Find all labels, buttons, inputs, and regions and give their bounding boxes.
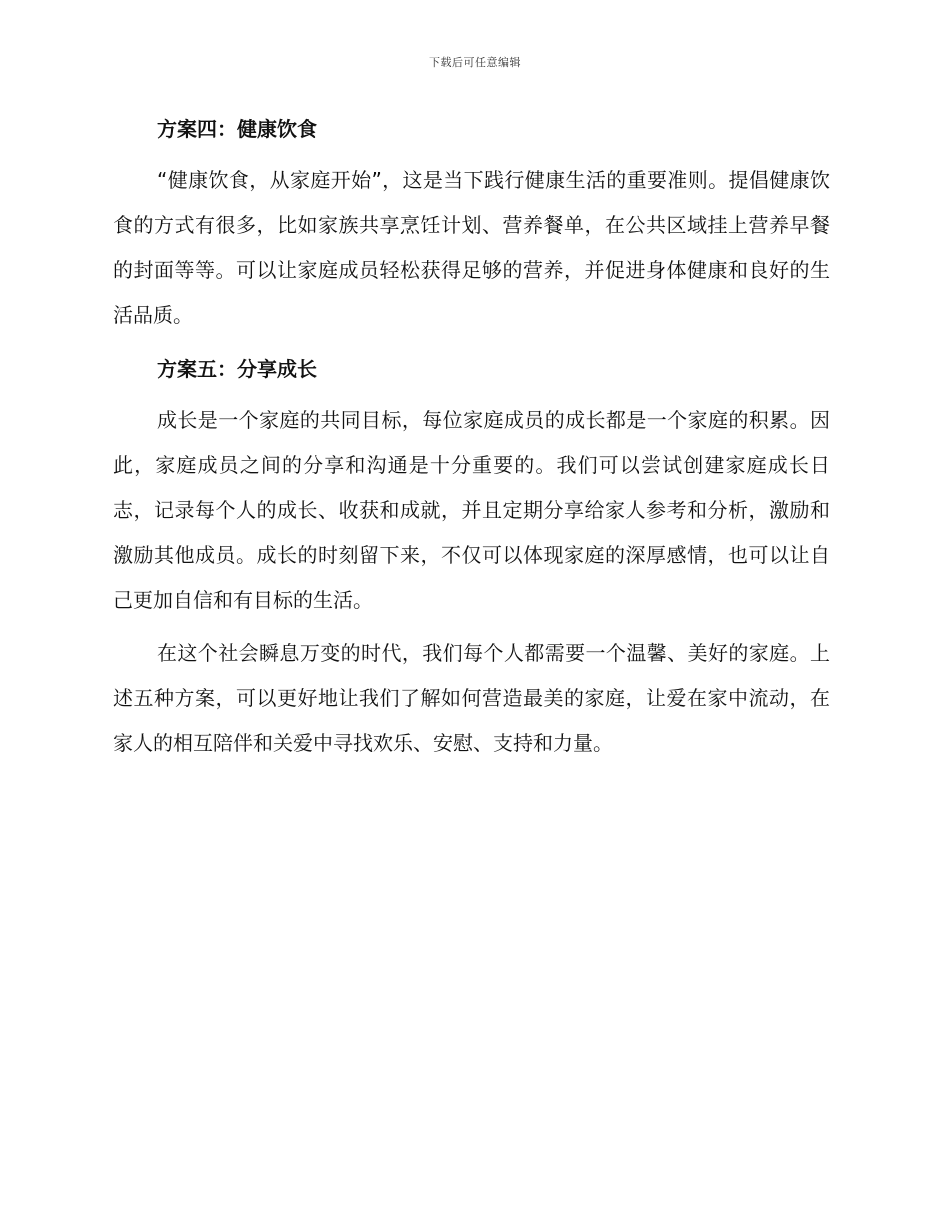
section-heading-4: 方案四：健康饮食 <box>157 117 317 141</box>
paragraph-conclusion: 在这个社会瞬息万变的时代，我们每个人都需要一个温馨、美好的家庭。上述五种方案，可以更好地让我们了解如何营造最美的家庭，让爱在家中流动，在家人的相互陪伴和关爱中寻找欢乐、安慰、支持和力量。 <box>113 641 830 755</box>
header-note: 下载后可任意编辑 <box>429 56 521 69</box>
paragraph-healthy-diet: “健康饮食，从家庭开始”，这是当下践行健康生活的重要准则。提倡健康饮食的方式有很多，比如家族共享烹饪计划、营养餐单，在公共区域挂上营养早餐的封面等等。可以让家庭成员轻松获得足够的营养，并促进身体健康和良好的生活品质。 <box>113 168 830 327</box>
document-body <box>113 112 830 774</box>
paragraph-share-growth: 成长是一个家庭的共同目标，每位家庭成员的成长都是一个家庭的积累。因此，家庭成员之间的分享和沟通是十分重要的。我们可以尝试创建家庭成长日志，记录每个人的成长、收获和成就，并且定期分享给家人参考和分析，激励和激励其他成员。成长的时刻留下来，不仅可以体现家庭的深厚感情，也可以让自己更加自信和有目标的生活。 <box>113 408 830 612</box>
section-heading-5: 方案五：分享成长 <box>157 357 317 381</box>
